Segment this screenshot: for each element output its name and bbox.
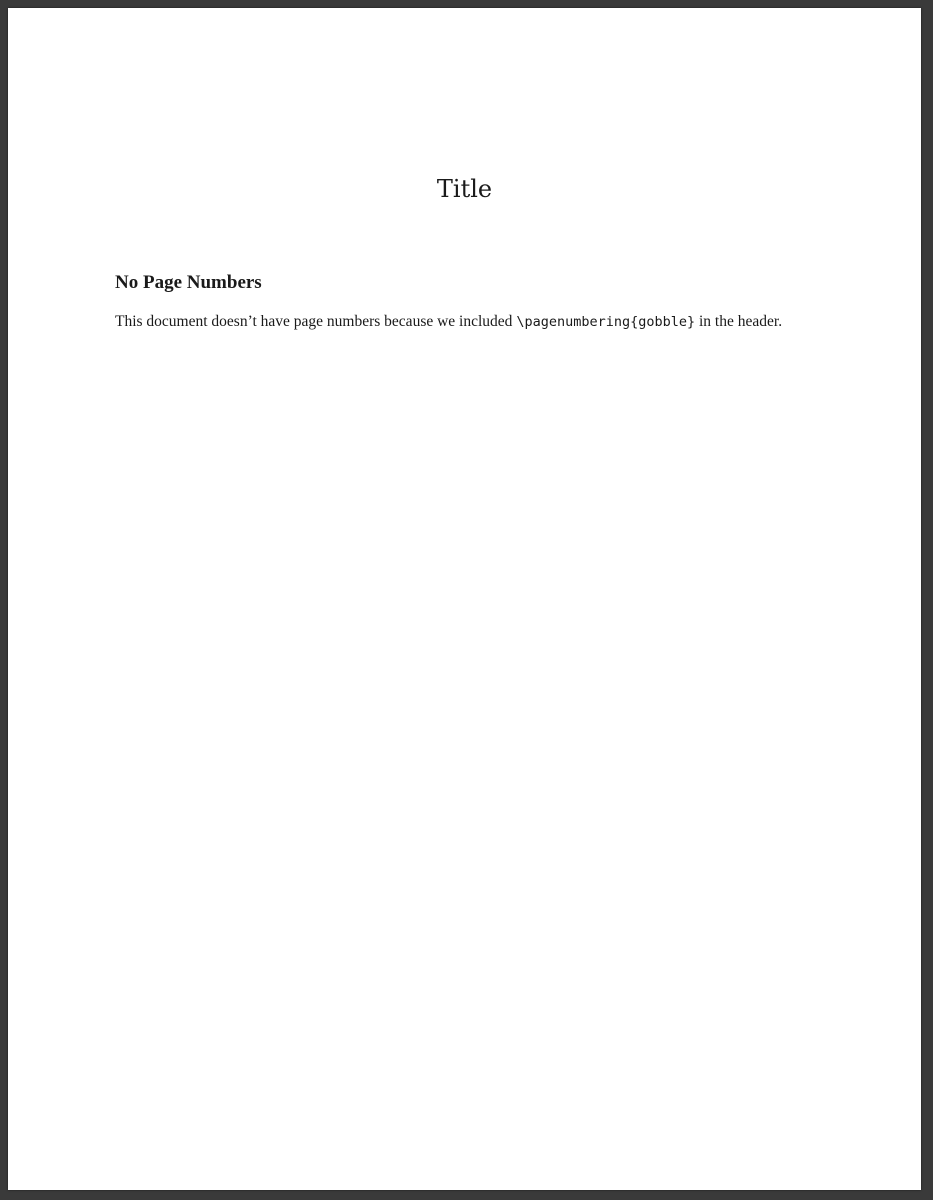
document-title: Title: [436, 175, 493, 203]
section-heading: No Page Numbers: [115, 272, 262, 293]
paragraph-text-after: in the header.: [695, 313, 783, 330]
section-paragraph: [115, 313, 782, 331]
paragraph-text-before: This document doesn’t have page numbers because we included: [115, 313, 517, 330]
inline-code: \pagenumbering{gobble}: [516, 314, 696, 330]
document-page: [8, 8, 921, 1190]
